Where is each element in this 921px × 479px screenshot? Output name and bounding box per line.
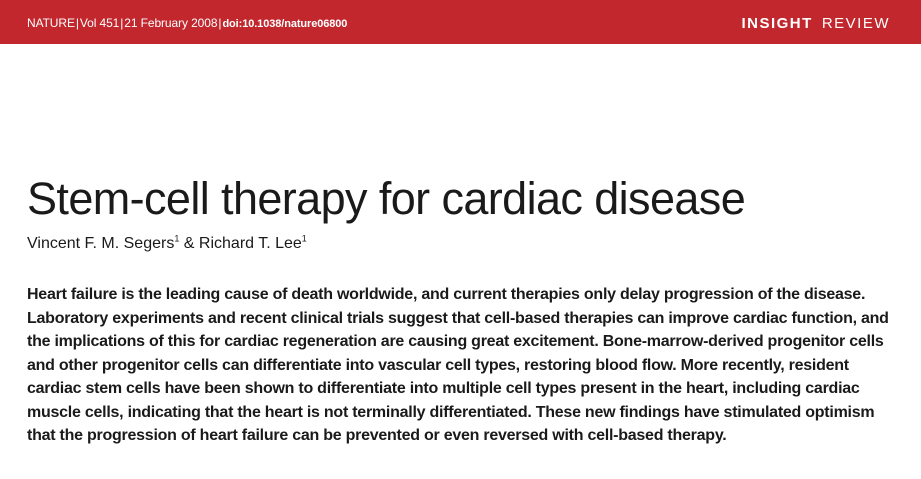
article-title: Stem-cell therapy for cardiac disease <box>27 173 746 224</box>
journal-name: NATURE <box>27 16 75 30</box>
affiliation-marker: 1 <box>301 233 307 244</box>
author-name[interactable]: Richard T. Lee <box>198 235 302 252</box>
author-name[interactable]: Vincent F. M. Segers <box>27 235 175 252</box>
article-abstract: Heart failure is the leading cause of death worldwide, and current therapies only delay progression of the disease. Laboratory experiments and recent clinical trials suggest that cell-based therapies can improve cardiac function, and the implications of this for cardiac regeneration are causing great excitement. Bone-marrow-derived progenitor cells and other progenitor cells can differentiate into vascular cell types, restoring blood flow. More recently, resident cardiac stem cells have been shown to differentiate into multiple cell types present in the heart, including cardiac muscle cells, indicating that the heart is not terminally differentiated. These new findings have stimulated optimism that the progression of heart failure can be prevented or even reversed with cell-based therapy. <box>27 286 889 444</box>
section-label <box>741 14 890 34</box>
affiliation-marker: 1 <box>174 233 180 244</box>
author-list <box>27 233 307 255</box>
section-review-label: REVIEW <box>821 15 890 32</box>
doi-link[interactable]: doi:10.1038/nature06800 <box>222 18 348 30</box>
publication-date: 21 February 2008 <box>124 16 218 30</box>
journal-header-bar <box>0 0 921 44</box>
citation-separator: | <box>75 16 79 30</box>
section-insight-label: INSIGHT <box>741 15 813 32</box>
journal-volume: Vol 451 <box>79 16 120 30</box>
author-separator: & <box>179 235 199 252</box>
citation-separator: | <box>120 16 124 30</box>
citation-separator: | <box>218 16 222 30</box>
citation-line <box>27 14 347 32</box>
